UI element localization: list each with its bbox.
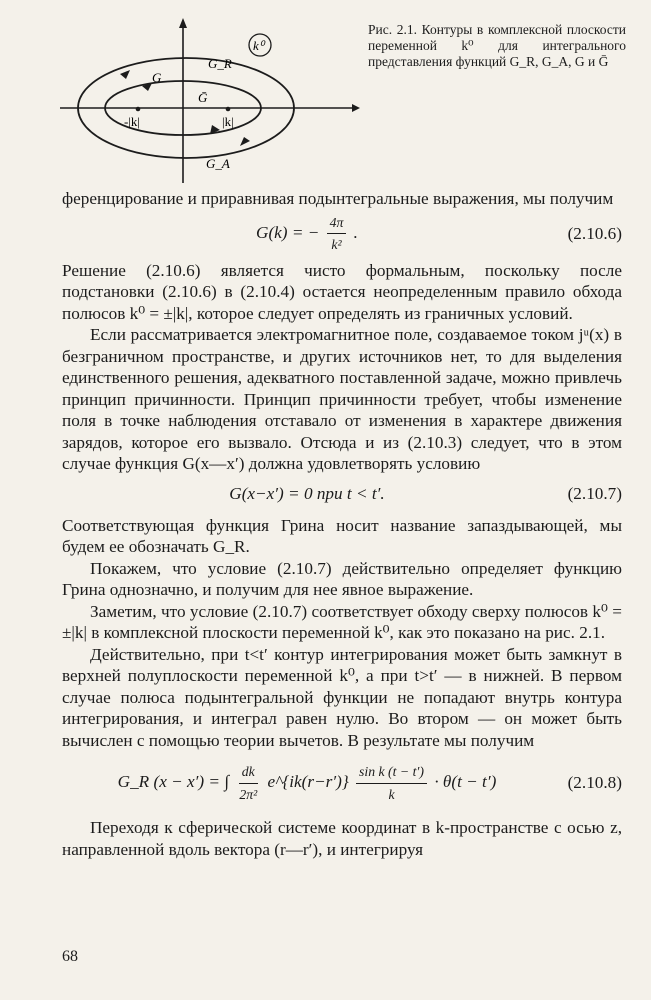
g-label: G: [152, 70, 162, 85]
contour-figure: [60, 18, 360, 183]
paragraph-6: Заметим, что условие (2.10.7) соответствует обходу сверху полюсов k⁰ = ±|k| в комплексной плоскости переменной k⁰, как это показано на рис. 2.1.: [62, 601, 622, 642]
eq3-frac1-numerator: dk: [239, 761, 258, 784]
paragraph-1: ференцирование и приравнивая подынтегральные выражения, мы получим: [62, 189, 614, 208]
neg-k-label: -|k|: [124, 114, 141, 129]
eq1-fraction: [327, 212, 347, 256]
eq3-fraction-1: [236, 761, 260, 805]
page-number: 68: [62, 948, 78, 965]
equation-number: (2.10.6): [567, 223, 622, 243]
eq1-numerator: 4π: [327, 212, 347, 235]
paragraph-3: Если рассматривается электромагнитное поле, создаваемое током jᵘ(x) в безграничном пространстве, и других источников нет, то для выделения единственного решения, адекватного поставленной задаче, можно привлечь принцип причинности. Принцип причинности требует, чтобы изменение поля в точке наблюдения отставало от изменения в характере движения зарядов, которое его вызвало. Отсюда и из (2.10.3) следует, что в этом случае функция G(x—x′) должна удовлетворять условию: [62, 325, 622, 473]
equation-number: (2.10.7): [567, 483, 622, 503]
equation-2-10-7: [62, 477, 622, 511]
outer-top-arrow-icon: [120, 70, 130, 79]
equation-number: (2.10.8): [567, 773, 622, 793]
eq3-tail: · θ(t − t′): [434, 771, 497, 791]
eq3-exponent: e^{ik(r−r′)}: [267, 771, 349, 791]
equation-2-10-6: [62, 212, 622, 256]
equation-formula: [62, 761, 552, 805]
ga-label: G_A: [206, 156, 230, 171]
eq1-tail: .: [353, 222, 358, 242]
k0-label: k⁰: [253, 38, 264, 53]
paragraph-5: Покажем, что условие (2.10.7) действительно определяет функцию Грина однозначно, и получим для нее явное выражение.: [62, 558, 622, 599]
eq1-denominator: k²: [331, 237, 342, 252]
paragraph-8: Переходя к сферической системе координат в k-пространстве с осью z, направленной вдоль вектора (r—r′), и интегрируя: [62, 818, 622, 859]
equation-formula: G(x−x′) = 0 при t < t′.: [229, 483, 385, 503]
gbar-label: Ḡ: [198, 90, 208, 105]
paragraph-2: Решение (2.10.6) является чисто формальным, поскольку после подстановки (2.10.6) в (2.10.4) остается неопределенным правило обхода полюсов k⁰ = ±|k|, которое следует определять из граничных условий.: [62, 260, 622, 323]
eq3-frac1-denominator: 2π²: [239, 786, 258, 802]
pole-positive: [226, 107, 231, 112]
eq3-lhs: G_R (x − x′) = ∫: [117, 771, 230, 791]
equation-2-10-8: [62, 753, 622, 813]
paragraph-4: Соответствующая функция Грина носит название запаздывающей, мы будем ее обозначать G_R.: [62, 515, 622, 556]
gr-label: G_R: [208, 56, 232, 71]
pos-k-label: |k|: [222, 114, 234, 129]
equation-formula: [62, 212, 552, 256]
main-text: [62, 188, 622, 860]
contour-diagram: [60, 18, 360, 183]
real-axis-arrow-icon: [352, 104, 360, 112]
eq3-frac2-denominator: k: [388, 786, 395, 802]
outer-bottom-arrow-icon: [240, 137, 250, 146]
eq1-lhs: G(k) = −: [256, 222, 320, 242]
imag-axis-arrow-icon: [179, 18, 187, 28]
pole-negative: [136, 107, 141, 112]
paragraph-7: Действительно, при t<t′ контур интегрирования может быть замкнут в верхней полуплоскости переменной k⁰, а при t>t′ — в нижней. В первом случае полюса подынтегральной функции не попадают внутрь контура интегрирования, и интеграл равен нулю. Во втором — он может быть вычислен с помощью теории вычетов. В результате мы получим: [62, 644, 622, 750]
eq3-frac2-numerator: sin k (t − t′): [356, 761, 427, 784]
eq3-fraction-2: [356, 761, 427, 805]
figure-caption: Рис. 2.1. Контуры в комплексной плоскости переменной k⁰ для интегрального представления функций G_R, G_A, G и Ḡ: [368, 22, 626, 69]
